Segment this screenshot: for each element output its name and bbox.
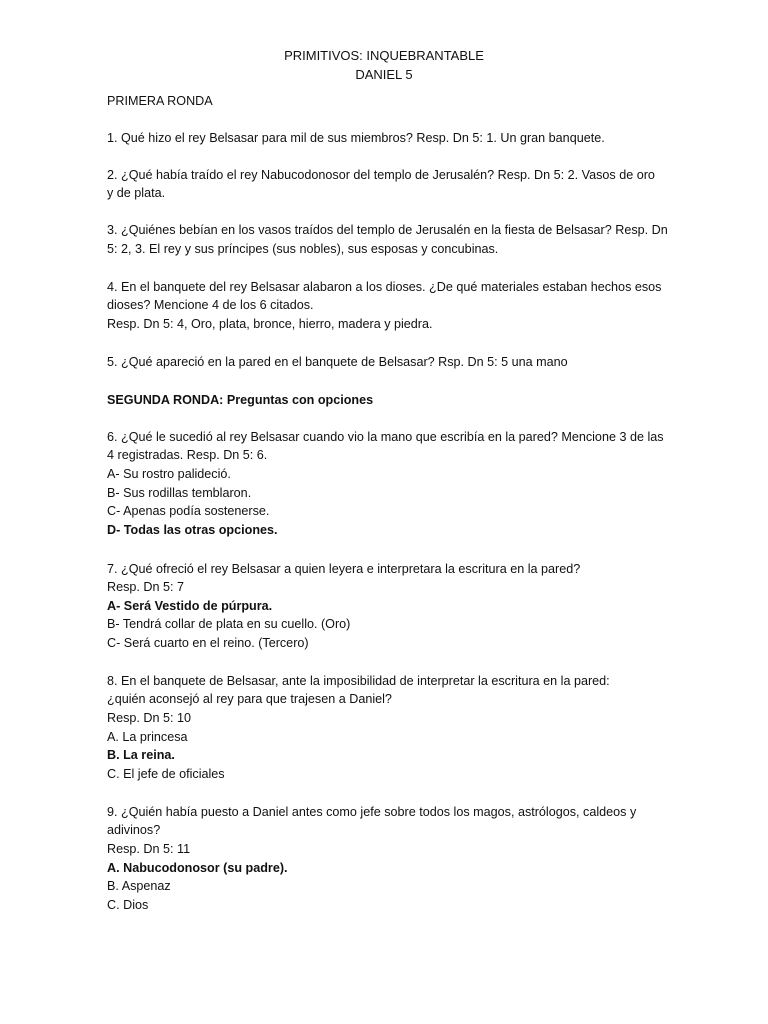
question-8-option-b: [107, 746, 667, 764]
document-subtitle: DANIEL 5: [355, 67, 413, 82]
question-3-line-2: 5: 2, 3. El rey y sus príncipes (sus nobles), sus esposas y concubinas.: [107, 242, 499, 256]
question-8-option-c: C. El jefe de oficiales: [107, 767, 225, 781]
section-heading-primera: PRIMERA RONDA: [107, 94, 213, 108]
question-6-option-b: B- Sus rodillas temblaron.: [107, 486, 252, 500]
question-7-option-a-bold: A- Será Vestido de púrpura.: [107, 599, 273, 613]
question-6-option-d-bold: D- Todas las otras opciones.: [107, 523, 278, 537]
question-6-option-d: [107, 521, 667, 539]
question-4-line-2: dioses? Mencione 4 de los 6 citados.: [107, 298, 314, 312]
question-7-option-b: B- Tendrá collar de plata en su cuello. (Oro): [107, 617, 351, 631]
question-9-option-b: B. Aspenaz: [107, 879, 171, 893]
question-7-ref: Resp. Dn 5: 7: [107, 580, 185, 594]
document-title: PRIMITIVOS: INQUEBRANTABLE: [284, 48, 484, 63]
question-2-line-2: y de plata.: [107, 186, 166, 200]
question-7-option-c: C- Será cuarto en el reino. (Tercero): [107, 636, 309, 650]
section-heading-segunda: [107, 391, 667, 409]
question-8-line-1: 8. En el banquete de Belsasar, ante la imposibilidad de interpretar la escritura en la pared:: [107, 674, 610, 688]
section-heading-segunda-bold: SEGUNDA RONDA: Preguntas con opciones: [107, 393, 374, 407]
question-1: 1. Qué hizo el rey Belsasar para mil de sus miembros? Resp. Dn 5: 1. Un gran banquete.: [107, 131, 605, 145]
question-8-option-a: A. La princesa: [107, 730, 188, 744]
question-4-line-1: 4. En el banquete del rey Belsasar alabaron a los dioses. ¿De qué materiales estaban hechos esos: [107, 280, 662, 294]
question-9-option-c: C. Dios: [107, 898, 149, 912]
question-6-option-c: C- Apenas podía sostenerse.: [107, 504, 270, 518]
question-9-option-a-bold: A. Nabucodonosor (su padre).: [107, 861, 288, 875]
question-5: 5. ¿Qué apareció en la pared en el banquete de Belsasar? Rsp. Dn 5: 5 una mano: [107, 355, 568, 369]
question-8-line-2: ¿quién aconsejó al rey para que trajesen a Daniel?: [107, 692, 392, 706]
question-6-line-1: 6. ¿Qué le sucedió al rey Belsasar cuando vio la mano que escribía en la pared? Mencione 3 de las: [107, 430, 664, 444]
question-9-ref: Resp. Dn 5: 11: [107, 842, 191, 856]
question-2-line-1: 2. ¿Qué había traído el rey Nabucodonosor del templo de Jerusalén? Resp. Dn 5: 2. Vasos de oro: [107, 168, 655, 182]
document-header: [0, 46, 768, 84]
question-7: 7. ¿Qué ofreció el rey Belsasar a quien leyera e interpretara la escritura en la pared?: [107, 562, 581, 576]
question-9-line-2: adivinos?: [107, 823, 161, 837]
question-8-ref: Resp. Dn 5: 10: [107, 711, 192, 725]
question-6-line-2: 4 registradas. Resp. Dn 5: 6.: [107, 448, 268, 462]
question-9-option-a: [107, 859, 667, 877]
question-6-option-a: A- Su rostro palideció.: [107, 467, 231, 481]
question-4-answer: Resp. Dn 5: 4, Oro, plata, bronce, hierro, madera y piedra.: [107, 317, 433, 331]
question-8-option-b-bold: B. La reina.: [107, 748, 175, 762]
question-9-line-1: 9. ¿Quién había puesto a Daniel antes como jefe sobre todos los magos, astrólogos, caldeos y: [107, 805, 637, 819]
question-7-option-a: [107, 597, 667, 615]
question-3-line-1: 3. ¿Quiénes bebían en los vasos traídos del templo de Jerusalén en la fiesta de Belsasar? Resp. Dn: [107, 223, 668, 237]
